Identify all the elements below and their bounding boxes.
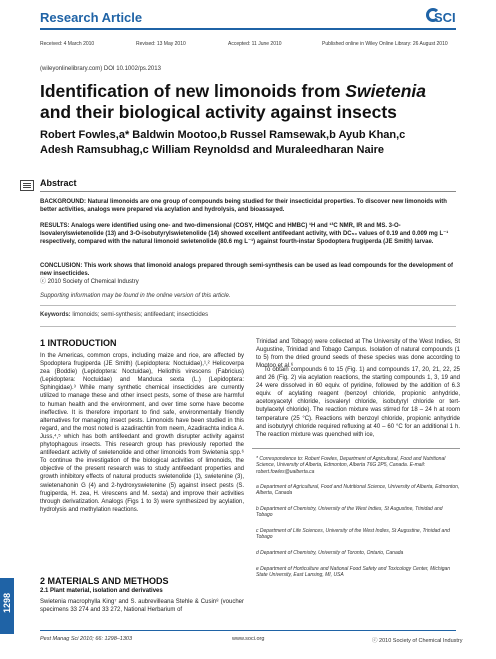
footnote-affiliation-b: b Department of Chemistry, University of the West Indies, St Augustine, Trinidad and Tobago	[256, 506, 443, 519]
logo-text: SCI	[434, 10, 456, 25]
title-part-2: and their biological activity against insects	[40, 102, 397, 122]
abstract-background: BACKGROUND: Natural limonoids are one group of compounds being studied for their insecticidal properties. To discover new limonoids with better activities, analogs were prepared via acylation and hydrolysis, and bioassayed.	[40, 199, 447, 213]
abstract-copyright: ⓒ 2010 Society of Chemical Industry	[40, 279, 139, 285]
abstract-heading: Abstract	[40, 178, 77, 188]
footnote-rule	[252, 448, 460, 449]
author-list	[40, 128, 460, 158]
footnote-affiliation-e: e Department of Horticulture and National Food Safety and Toxicology Center, Michigan State University, East Lansing, MI, USA	[256, 566, 451, 579]
keywords	[40, 312, 208, 318]
header-rule	[40, 28, 456, 30]
keywords-rule-bottom	[40, 326, 456, 327]
footer-rule	[40, 630, 456, 631]
revised-date: Revised: 13 May 2010	[136, 41, 186, 47]
abstract-conclusion: CONCLUSION: This work shows that limonoid analogs prepared through semi-synthesis can be used as lead compounds for the development of new insecticides.	[40, 263, 454, 277]
website-link[interactable]: www.soci.org	[232, 636, 265, 642]
right-column-paragraph-2: To obtain compounds 6 to 15 (Fig. 1) and compounds 17, 20, 21, 22, 25 and 26 (Fig. 2) via acylation reactions, the starting compounds 1, 3, 19 and 24 were dissolved in 60 equiv. of pyridine, followed by the addition of 6.3 equiv. of acylating reagent (benzoyl chloride, propionic anhydride, acetoxyacetyl chloride, isovaleryl chloride, isobutyryl chloride or tert-butylacetyl chloride). The reaction mixture was stirred for 18 – 24 h at room temperature (25 °C). Reactions with benzoyl chloride, propionic anhydride and isobutyryl chloride required refluxing at 40 – 60 °C for an additional 1 h. The reaction mixture was quenched with ice,	[256, 367, 460, 438]
footnote-affiliation-a: a Department of Agricultural, Food and Nutritional Science, University of Alberta, Edmonton, Alberta, Canada	[256, 484, 460, 497]
right-column-paragraph-1: Trinidad and Tobago) were collected at The University of the West Indies, St Augustine, Trinidad and Tobago Campus. Isolation of natural compounds (1 to 5) from the dried ground seeds of these species was done according to Mootoo et al.⁶	[256, 339, 460, 370]
abstract-icon	[20, 180, 34, 191]
methods-subheading: 2.1 Plant material, isolation and derivatives	[40, 588, 163, 594]
introduction-heading: 1 INTRODUCTION	[40, 338, 117, 348]
title-part-1: Identification of new limonoids from	[40, 81, 346, 101]
keywords-rule-top	[40, 305, 456, 306]
journal-citation: Pest Manag Sci 2010; 66: 1298–1303	[40, 636, 133, 642]
received-date: Received: 4 March 2010	[40, 41, 95, 47]
footnote-affiliation-c: c Department of Life Sciences, University of the West Indies, St Augustine, Trinidad and Tobago	[256, 528, 450, 541]
methods-text: Swietenia macrophylla King⁷ and S. aubrevilleana Stehle & Cusin⁸ (voucher specimens 33 274 and 33 272, National Herbarium of	[40, 599, 244, 614]
keywords-label: Keywords:	[40, 312, 71, 318]
page-number: 1298	[2, 592, 12, 614]
authors-line-1: Robert Fowles,a* Baldwin Mootoo,b Russel Ramsewak,b Ayub Khan,c	[40, 129, 406, 141]
title-genus: Swietenia	[345, 81, 427, 101]
article-title	[40, 81, 460, 123]
sci-logo	[426, 6, 460, 28]
introduction-text: In the Americas, common crops, including maize and rice, are affected by Spodoptera frugiperda (JE Smith) (Lepidoptera: Noctuidae),¹,² Helicoverpa zea (Boddie) (Lepidoptera: Noctuidae), Heliothis virescens (Fabricius) (Lepidoptera: Noctuidae) and Manduca sexta (L.) (Lepidoptera: Sphingidae).³ While many synthetic chemical insecticides are currently utilized to manage these and other insect pests, some of these are harmful to human health and the environment, and over time some have become ineffective. It is therefore important to find safe, environmentally friendly alternatives for managing insect pests. Limonoids have been studied in this regard, and the most noted is azadirachtin from neem, Azadirachta indica A. Juss,⁴,⁵ which has both antifeedant and growth disrupter activity against phytophagous insects. This research group has previously reported the antifeedant activity of swietenolide and other limonoids from Swietenia spp.⁶ To continue the investigation of the biological activities of limonoids, the objective of the present research was to study antifeedant properties and growth inhibitory effects of natural products swietenolide (1), swietenine (3), swietenahonin G (4) and 2-hydroxyswietenine (5) against insect pests (S. frugiperda, H. zea, H. virescens and M. sexta) and improve their activities through derivatization. Analogs (Figs 1 to 3) were synthesized by acylation, hydrolysis and methylation reactions.	[40, 353, 244, 513]
methods-heading: 2 MATERIALS AND METHODS	[40, 576, 169, 586]
keywords-list: limonoids; semi-synthesis; antifeedant; insecticides	[70, 312, 209, 318]
doi-link[interactable]: (wileyonlinelibrary.com) DOI 10.1002/ps.2013	[40, 66, 161, 72]
supporting-info: Supporting information may be found in the online version of this article.	[40, 293, 231, 299]
footer-copyright: ⓒ 2010 Society of Chemical Industry	[372, 638, 463, 644]
footnote-affiliation-d: d Department of Chemistry, University of Toronto, Ontario, Canada	[256, 550, 404, 556]
published-date: Published online in Wiley Online Library: 26 August 2010	[322, 41, 448, 47]
accepted-date: Accepted: 11 June 2010	[228, 41, 282, 47]
abstract-results: RESULTS: Analogs were identified using one- and two-dimensional (COSY, HMQC and HMBC) ¹H and ¹³C NMR, IR and MS. 3-O-Isovalerylswietenolide (13) and 3-O-isobutyrylswietenolide (14) showed excellent antifeedant activity, with DC₅₀ values of 0.19 and 0.009 mg L⁻¹ respectively, compared with the natural limonoid swietenolide (80.6 mg L⁻¹) against fourth-instar Spodoptera frugiperda (JE Smith) larvae.	[40, 223, 449, 245]
footnote-correspondence: * Correspondence to: Robert Fowles, Department of Agricultural, Food and Nutritional Science, University of Alberta, Edmonton, Alberta T6G 2P5, Canada. E-mail: robert.fowles@ualberta.ca	[256, 456, 446, 475]
article-type-label: Research Article	[40, 10, 143, 25]
abstract-rule	[40, 191, 456, 192]
authors-line-2: Adesh Ramsubhag,c William Reynoldsd and Muraleedharan Naire	[40, 144, 385, 156]
